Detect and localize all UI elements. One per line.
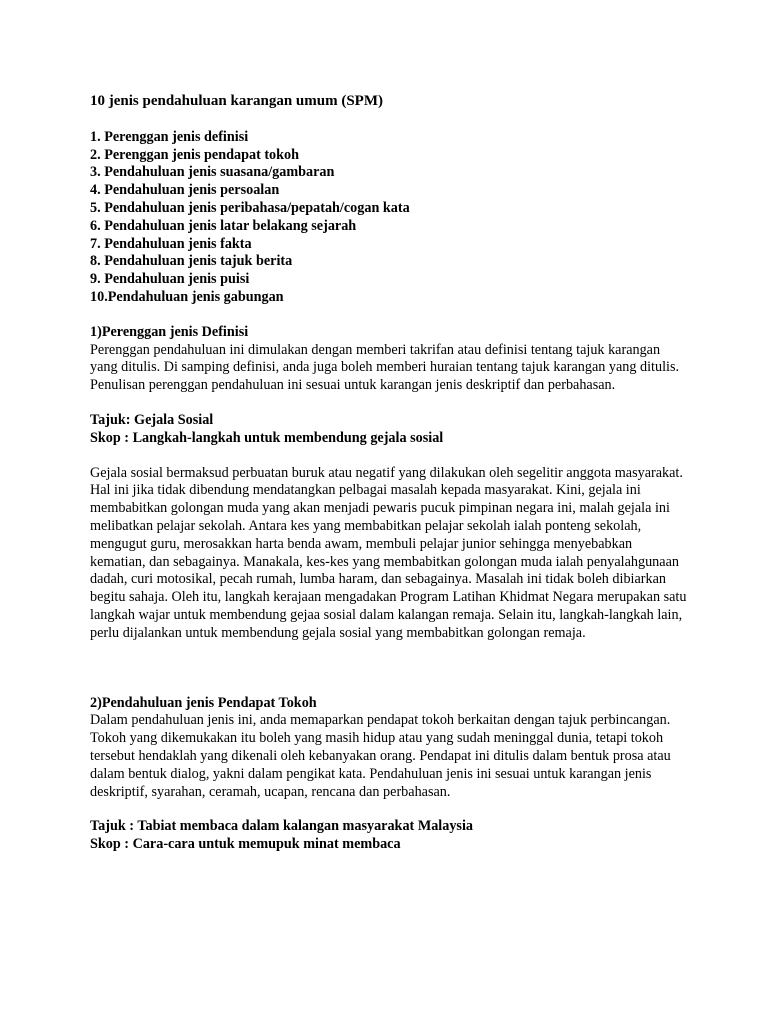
section-heading: 2)Pendahuluan jenis Pendapat Tokoh xyxy=(90,694,317,711)
list-item: 1. Perenggan jenis definisi xyxy=(90,128,249,145)
list-item: 3. Pendahuluan jenis suasana/gambaran xyxy=(90,164,335,181)
section-pendapat-tokoh xyxy=(90,695,690,854)
sample-topic xyxy=(90,412,690,448)
list-item: 7. Pendahuluan jenis fakta xyxy=(90,235,252,252)
list-item: 6. Pendahuluan jenis latar belakang sejarah xyxy=(90,217,357,234)
document-page xyxy=(90,93,690,871)
section-description: Dalam pendahuluan jenis ini, anda memaparkan pendapat tokoh berkaitan dengan tajuk perbincangan. Tokoh yang dikemukakan itu boleh yang masih hidup atau yang sudah meninggal dunia, tetapi tokoh tersebut hendaklah yang dikenali oleh kebanyakan orang. Pendapat ini ditulis dalam bentuk prosa atau dalam bentuk dialog, yakni dalam pengikat kata. Pendahuluan jenis ini sesuai untuk karangan jenis deskriptif, syarahan, ceramah, ucapan, rencana dan perbahasan. xyxy=(90,712,671,800)
list-item: 2. Perenggan jenis pendapat tokoh xyxy=(90,146,300,163)
list-item: 4. Pendahuluan jenis persoalan xyxy=(90,182,280,199)
list-item: 5. Pendahuluan jenis peribahasa/pepatah/cogan kata xyxy=(90,199,410,216)
section-description: Perenggan pendahuluan ini dimulakan dengan memberi takrifan atau definisi tentang tajuk karangan yang ditulis. Di samping definisi, anda juga boleh memberi huraian tentang tajuk karangan yang ditulis. Penulisan perenggan pendahuluan ini sesuai untuk karangan jenis deskriptif dan perbahasan. xyxy=(90,341,680,394)
tajuk-line: Tajuk : Tabiat membaca dalam kalangan masyarakat Malaysia xyxy=(90,818,473,835)
list-item: 10.Pendahuluan jenis gabungan xyxy=(90,288,284,305)
section-definisi xyxy=(90,324,690,643)
skop-line: Skop : Langkah-langkah untuk membendung gejala sosial xyxy=(90,429,444,446)
sample-topic xyxy=(90,818,690,854)
tajuk-line: Tajuk: Gejala Sosial xyxy=(90,411,214,428)
list-item: 9. Pendahuluan jenis puisi xyxy=(90,271,250,288)
intro-types-list xyxy=(90,129,690,307)
skop-line: Skop : Cara-cara untuk memupuk minat membaca xyxy=(90,836,401,853)
example-paragraph: Gejala sosial bermaksud perbuatan buruk atau negatif yang dilakukan oleh segelitir anggota masyarakat. Hal ini jika tidak dibendung mendatangkan pelbagai masalah kepada masyarakat. Kini, gejala ini membabitkan golongan muda yang akan menjadi pewaris pucuk pimpinan negara ini, malah gejala ini melibatkan pelajar sekolah. Antara kes yang membabitkan pelajar sekolah ialah ponteng sekolah, mengugut guru, merosakkan harta benda awam, membuli pelajar junior sehingga menyebabkan kematian, dan sebagainya. Manakala, kes-kes yang membabitkan golongan muda ialah penyalahgunaan dadah, curi motosikal, pecah rumah, lumba haram, dan sebagainya. Masalah ini tidak boleh dibiarkan begitu sahaja. Oleh itu, langkah kerajaan mengadakan Program Latihan Khidmat Negara merupakan satu langkah wajar untuk membendung gejaa sosial dalam kalangan remaja. Selain itu, langkah-langkah lain, perlu dijalankan untuk membendung gejala sosial yang membabitkan golongan remaja. xyxy=(90,464,687,641)
section-heading: 1)Perenggan jenis Definisi xyxy=(90,323,249,340)
list-item: 8. Pendahuluan jenis tajuk berita xyxy=(90,253,293,270)
document-title: 10 jenis pendahuluan karangan umum (SPM) xyxy=(90,93,383,109)
